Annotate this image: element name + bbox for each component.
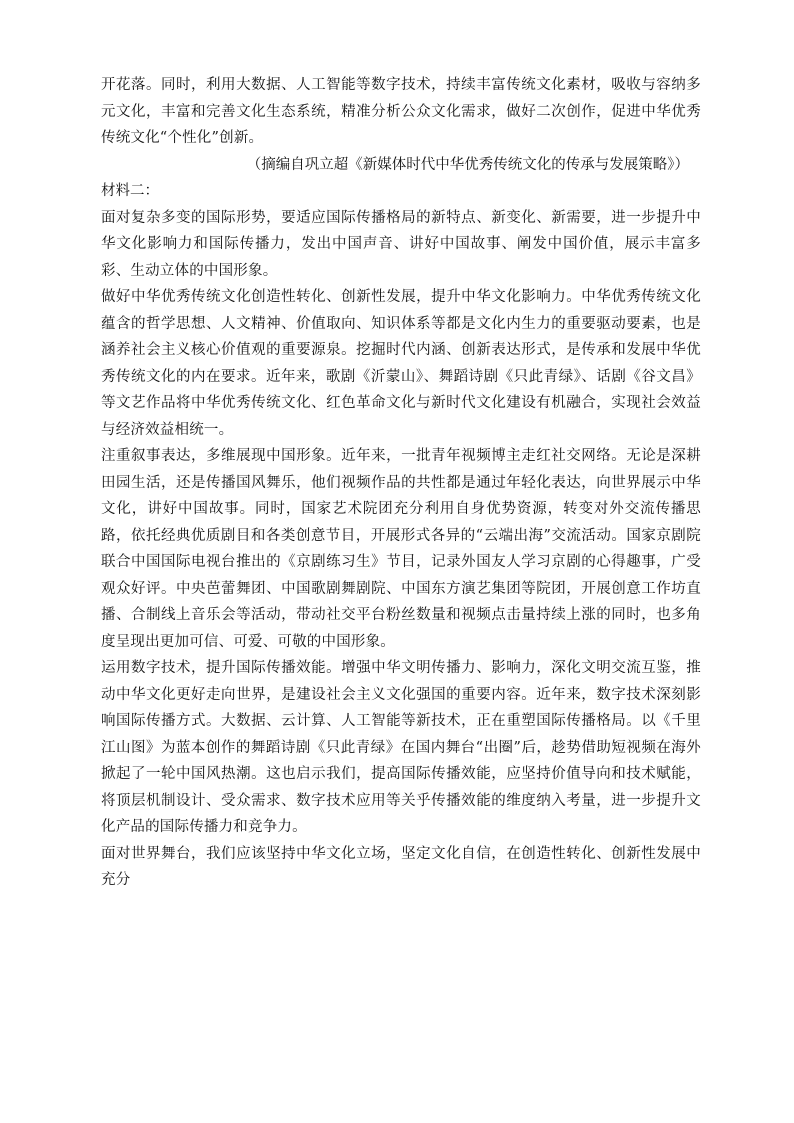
paragraph-4: 运用数字技术，提升国际传播效能。增强中华文明传播力、影响力，深化文明交流互鉴，推动中华文化更好走向世界，是建设社会主义文化强国的重要内容。近年来，数字技术深刻影响国际传播方式。大数据、云计算、人工智能等新技术，正在重塑国际传播格局。以《千里江山图》为蓝本创作的舞蹈诗剧《只此青绿》在国内舞台“出圈”后，趁势借助短视频在海外掀起了一轮中国风热潮。这也启示我们，提高国际传播效能，应坚持价值导向和技术赋能，将顶层机制设计、受众需求、数字技术应用等关乎传播效能的维度纳入考量，进一步提升文化产品的国际传播力和竞争力。 <box>101 660 701 835</box>
paragraph-5: 面对世界舞台，我们应该坚持中华文化立场，坚定文化自信，在创造性转化、创新性发展中充分 <box>101 845 701 888</box>
paragraph-3: 注重叙事表达，多维展现中国形象。近年来，一批青年视频博主走红社交网络。无论是深耕田园生活，还是传播国风舞乐，他们视频作品的共性都是通过年轻化表达，向世界展示中华文化，讲好中国故事。同时，国家艺术院团充分利用自身优势资源，转变对外交流传播思路，依托经典优质剧目和各类创意节目，开展形式各异的“云端出海”交流活动。国家京剧院联合中国国际电视台推出的《京剧练习生》节目，记录外国友人学习京剧的心得趣事，广受观众好评。中央芭蕾舞团、中国歌剧舞剧院、中国东方演艺集团等院团，开展创意工作坊直播、合制线上音乐会等活动，带动社交平台粉丝数量和视频点击量持续上涨的同时，也多角度呈现出更加可信、可爱、可敬的中国形象。 <box>101 448 701 650</box>
paragraph-1: 面对复杂多变的国际形势，要适应国际传播格局的新特点、新变化、新需要，进一步提升中华文化影响力和国际传播力，发出中国声音、讲好中国故事、阐发中国价值，展示丰富多彩、生动立体的中国形象。 <box>101 209 701 279</box>
document-page <box>101 72 701 894</box>
source-citation: （摘编自巩立超《新媒体时代中华优秀传统文化的传承与发展策略》） <box>246 156 689 173</box>
paragraph-2: 做好中华优秀传统文化创造性转化、创新性发展，提升中华文化影响力。中华优秀传统文化蕴含的哲学思想、人文精神、价值取向、知识体系等都是文化内生力的重要驱动要素，也是涵养社会主义核心价值观的重要源泉。挖掘时代内涵、创新表达形式，是传承和发展中华优秀传统文化的内在要求。近年来，歌剧《沂蒙山》、舞蹈诗剧《只此青绿》、话剧《谷文昌》等文艺作品将中华优秀传统文化、红色革命文化与新时代文化建设有机融合，实现社会效益与经济效益相统一。 <box>101 289 701 438</box>
paragraph-continued: 开花落。同时，利用大数据、人工智能等数字技术，持续丰富传统文化素材，吸收与容纳多元文化，丰富和完善文化生态系统，精准分析公众文化需求，做好二次创作，促进中华优秀传统文化“个性化”创新。 <box>101 77 701 146</box>
section-heading-material-two: 材料二： <box>101 183 159 199</box>
